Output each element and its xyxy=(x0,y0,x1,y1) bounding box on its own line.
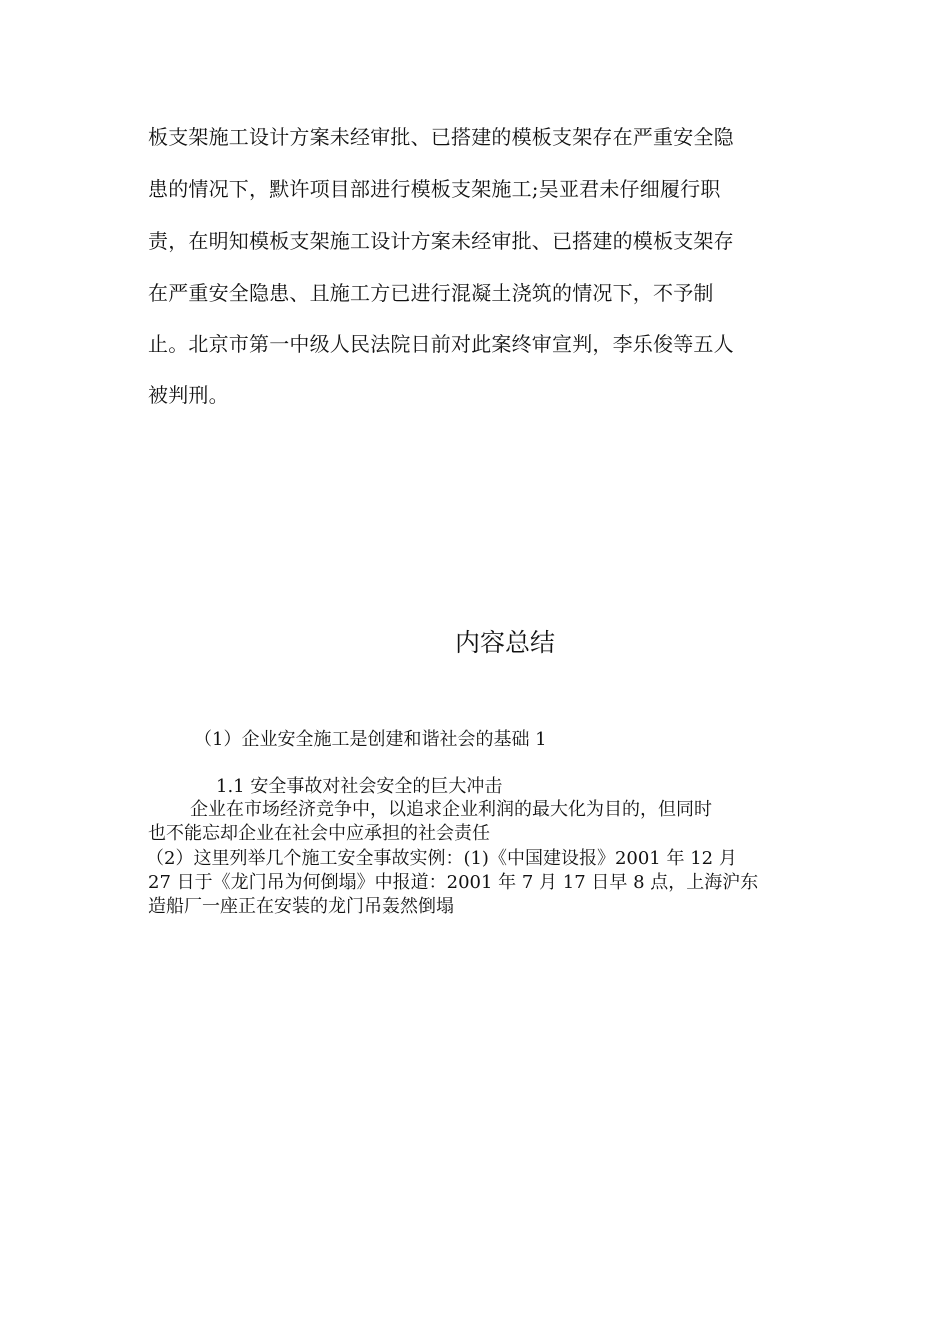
article-line-4: 在严重安全隐患、且施工方已进行混凝土浇筑的情况下，不予制 xyxy=(148,281,714,305)
summary-item-2-line-3: 造船厂一座正在安装的龙门吊轰然倒塌 xyxy=(148,896,454,917)
summary-paragraph-line-1: 企业在市场经济竞争中，以追求企业利润的最大化为目的，但同时 xyxy=(190,799,712,820)
summary-item-1: （1）企业安全施工是创建和谐社会的基础 1 xyxy=(194,729,547,750)
summary-item-2-line-1: （2）这里列举几个施工安全事故实例：(1)《中国建设报》2001 年 12 月 xyxy=(146,848,737,869)
summary-title: 内容总结 xyxy=(454,628,555,657)
article-line-5: 止。北京市第一中级人民法院日前对此案终审宣判，李乐俊等五人 xyxy=(148,332,734,356)
article-line-6: 被判刑。 xyxy=(148,383,229,407)
article-line-3: 责，在明知模板支架施工设计方案未经审批、已搭建的模板支架存 xyxy=(148,229,734,253)
summary-item-1-1: 1.1 安全事故对社会安全的巨大冲击 xyxy=(216,776,503,797)
summary-item-2-line-2: 27 日于《龙门吊为何倒塌》中报道：2001 年 7 月 17 日早 8 点，上海沪东 xyxy=(148,872,759,893)
article-line-1: 板支架施工设计方案未经审批、已搭建的模板支架存在严重安全隐 xyxy=(148,125,734,149)
article-line-2: 患的情况下，默许项目部进行模板支架施工;吴亚君未仔细履行职 xyxy=(148,177,721,201)
summary-paragraph-line-2: 也不能忘却企业在社会中应承担的社会责任 xyxy=(148,823,490,844)
